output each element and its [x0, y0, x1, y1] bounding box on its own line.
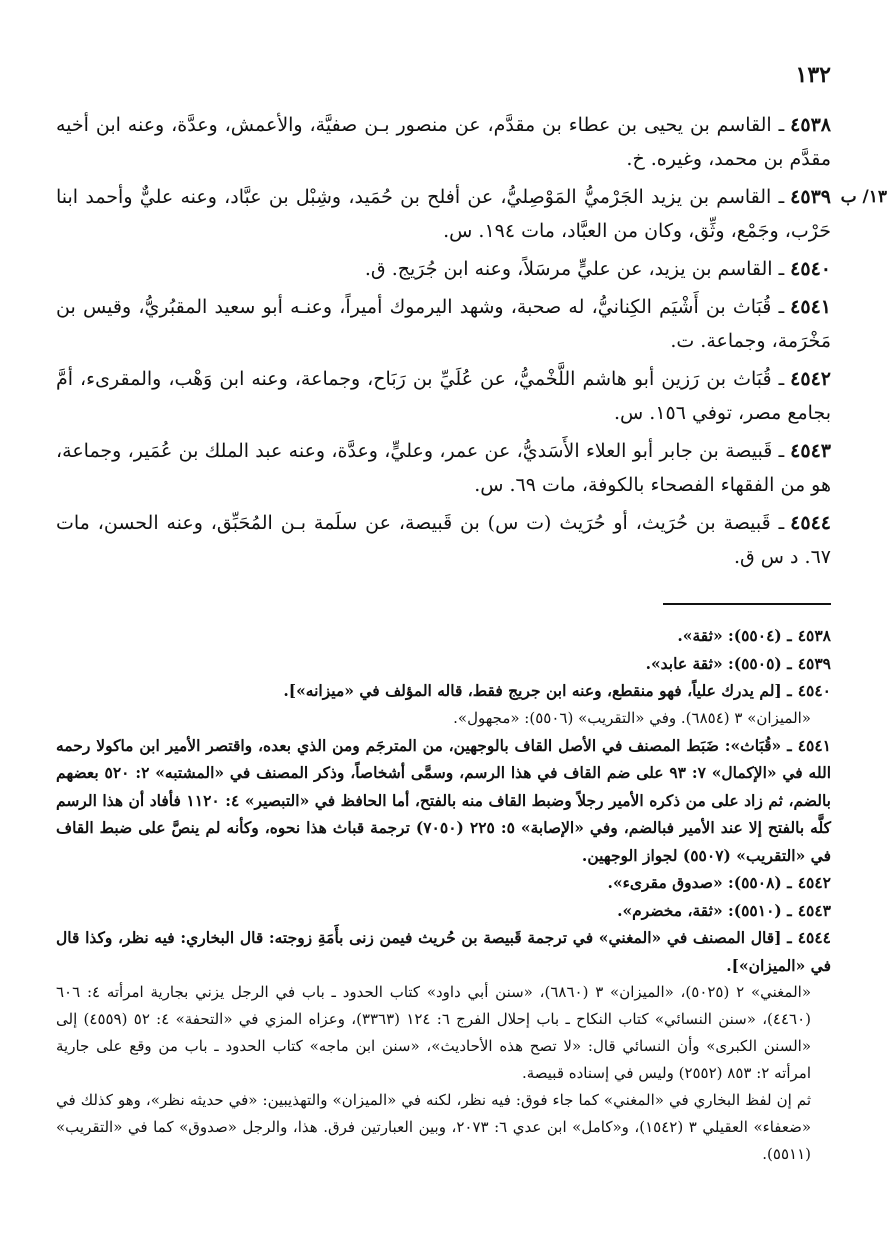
- footnote-number: ٤٥٤٢: [797, 873, 831, 892]
- footnote-number: ٤٥٤١: [797, 735, 831, 755]
- margin-note: ١٣/ ب: [840, 187, 887, 207]
- entry-text: ـ قَبيصة بن حُرَيث، أو حُرَيث (ت س) بن قَبيصة، عن سلَمة بـن المُحَبِّق، وعنه الحسن، مات ٦٧. د س ق.: [56, 512, 831, 568]
- footnote-text: ـ [لم يدرك علياً، فهو منقطع، وعنه ابن جريج فقط، قاله المؤلف في «ميزانه»].: [283, 681, 792, 700]
- entry-number: ٤٥٤٤: [790, 512, 831, 534]
- footnote-reference: «الميزان» ٣ (٦٨٥٤). وفي «التقريب» (٥٥٠٦): «مجهول».: [453, 708, 811, 727]
- entry-text: ـ قُبَاث بن أَشْيَم الكِنانيُّ، له صحبة، وشهد اليرموك أميراً، وعنـه أبو سعيد المقبُريُّ، وقيس بن مَخْرَمة، وجماعة. ت.: [56, 296, 831, 352]
- entry-text: ـ القاسم بن يزيد، عن عليٍّ مرسَلاً، وعنه ابن جُرَيج. ق.: [364, 258, 785, 280]
- footnote-separator: [663, 603, 831, 605]
- entry: [56, 252, 831, 286]
- entry: [56, 434, 831, 502]
- footnote-reference: «المغني» ٢ (٥٠٢٥)، «الميزان» ٣ (٦٨٦٠)، «سنن أبي داود» كتاب الحدود ـ باب في الرجل يزني بجارية امرأته ٤: ٦٠٦ (٤٤٦٠)، «سنن النسائي» كتاب النكاح ـ باب إحلال الفرج ٦: ١٢٤ (٣٣٦٣)، وعزاه المزي في «التحفة» ٤: ٥٢ (٤٥٥٩) إلى «السنن الكبرى» وأن النسائي قال: «لا تصح هذه الأحاديث»، «سنن ابن ماجه» كتاب الحدود ـ باب من وقع على جارية امرأته ٢: ٨٥٣ (٢٥٥٢) وليس في إسناده قبيصة.: [56, 983, 812, 1082]
- entry-number: ٤٥٤٣: [790, 440, 831, 462]
- footnote-text: ـ (٥٥٠٤): «ثقة».: [677, 626, 792, 645]
- entry-number: ٤٥٤١: [790, 296, 831, 318]
- footnote: [56, 677, 831, 705]
- entry-number: ٤٥٣٩: [790, 186, 831, 208]
- entry-number: ٤٥٤٢: [790, 368, 831, 390]
- page-number: ١٣٢: [795, 62, 831, 88]
- footnote-number: ٤٥٤٣: [797, 900, 831, 920]
- footnote-text: ـ [قال المصنف في «المغني» في ترجمة قَبيصة بن حُريث فيمن زنى بأَمَةِ زوجته: قال البخاري: فيه نظر، وكذا قال في «الميزان»].: [56, 928, 831, 975]
- footnote: [56, 622, 831, 650]
- entries-list: [56, 108, 887, 578]
- entry-text: ـ قَبيصة بن جابر أبو العلاء الأَسَديُّ، عن عمر، وعليٍّ، وعدَّة، وعنه عبد الملك بن عُمَير، وجماعة، هو من الفقهاء الفصحاء بالكوفة، مات ٦٩. س.: [56, 440, 831, 496]
- entry: [56, 362, 831, 430]
- entry: [56, 180, 887, 248]
- entry: [56, 108, 831, 176]
- entry-text: ـ قُبَاث بن رَزين أبو هاشم اللَّخْميُّ، عن عُلَيِّ بن رَبَاح، وجماعة، وعنه ابن وَهْب، والمقرىء، أمَّ بجامع مصر، توفي ١٥٦. س.: [56, 368, 831, 424]
- footnotes-list: [56, 622, 831, 1168]
- footnote-number: ٤٥٤٠: [797, 681, 831, 700]
- entry: [56, 290, 831, 358]
- footnote: [56, 924, 831, 979]
- footnote: [56, 897, 831, 925]
- footnote: [56, 869, 831, 897]
- footnote-number: ٤٥٣٨: [797, 626, 831, 645]
- footnote-text: ـ (٥٥٠٨): «صدوق مقرىء».: [607, 873, 792, 892]
- footnote: [56, 650, 831, 678]
- entry-number: ٤٥٤٠: [790, 258, 831, 280]
- footnote-number: ٤٥٣٩: [797, 653, 831, 673]
- entry-text: ـ القاسم بن يحيى بن عطاء بن مقدَّم، عن منصور بـن صفيَّة، والأعمش، وعدَّة، وعنه ابن أخيه مقدَّم بن محمد، وغيره. خ.: [56, 114, 831, 170]
- footnote: [56, 732, 831, 870]
- footnote-text: ـ (٥٥١٠): «ثقة، مخضرم».: [617, 900, 792, 920]
- footnote-text: ـ (٥٥٠٥): «ثقة عابد».: [645, 653, 792, 673]
- footnote-number: ٤٥٤٤: [797, 928, 831, 947]
- entry-number: ٤٥٣٨: [790, 114, 831, 136]
- entry: [56, 506, 831, 574]
- footnote-text: ـ «قُبَاث»: ضَبَط المصنف في الأصل القاف بالوجهين، من المترجَم ومن الذي بعده، واقتصر الأمير ابن ماكولا رحمه الله في «الإكمال» ٧: ٩٣ على ضم القاف في هذا الرسم، وسمَّى أشخاصاً، وذكر المصنف في «المشتبه» ٢: ٥٢٠ بعضهم بالضم، ثم زاد على من ذكره الأمير رجلاً وضبط القاف منه بالفتح، أما الحافظ في «التبصير» ٤: ١١٢٠ فأفاد أن هذا الرسم كلَّه بالفتح إلا عند الأمير فبالضم، وفي «الإصابة» ٥: ٢٢٥ (٧٠٥٠) ترجمة قباث هذا نحوه، وكأنه لم ينصَّ على ضبط القاف في «التقريب» (٥٥٠٧) لجواز الوجهين.: [56, 735, 832, 865]
- footnote-reference: ثم إن لفظ البخاري في «المغني» كما جاء فوق: فيه نظر، لكنه في «الميزان» والتهذيبين: «في حديثه نظر»، وهو كذلك في «ضعفاء» العقيلي ٣ (١٥٤٢)، و«كامل» ابن عدي ٦: ٢٠٧٣، وبين العبارتين فرق. هذا، والرجل «صدوق» كما في «التقريب» (٥٥١١).: [56, 1091, 812, 1163]
- entry-text: ـ القاسم بن يزيد الجَرْميُّ المَوْصِليُّ، عن أفلح بن حُمَيد، وشِبْل بن عبَّاد، وعنه عليٌّ وأحمد ابنا حَرْب، وجَمْع، وثِّق، وكان من العبَّاد، مات ١٩٤. س.: [56, 186, 831, 242]
